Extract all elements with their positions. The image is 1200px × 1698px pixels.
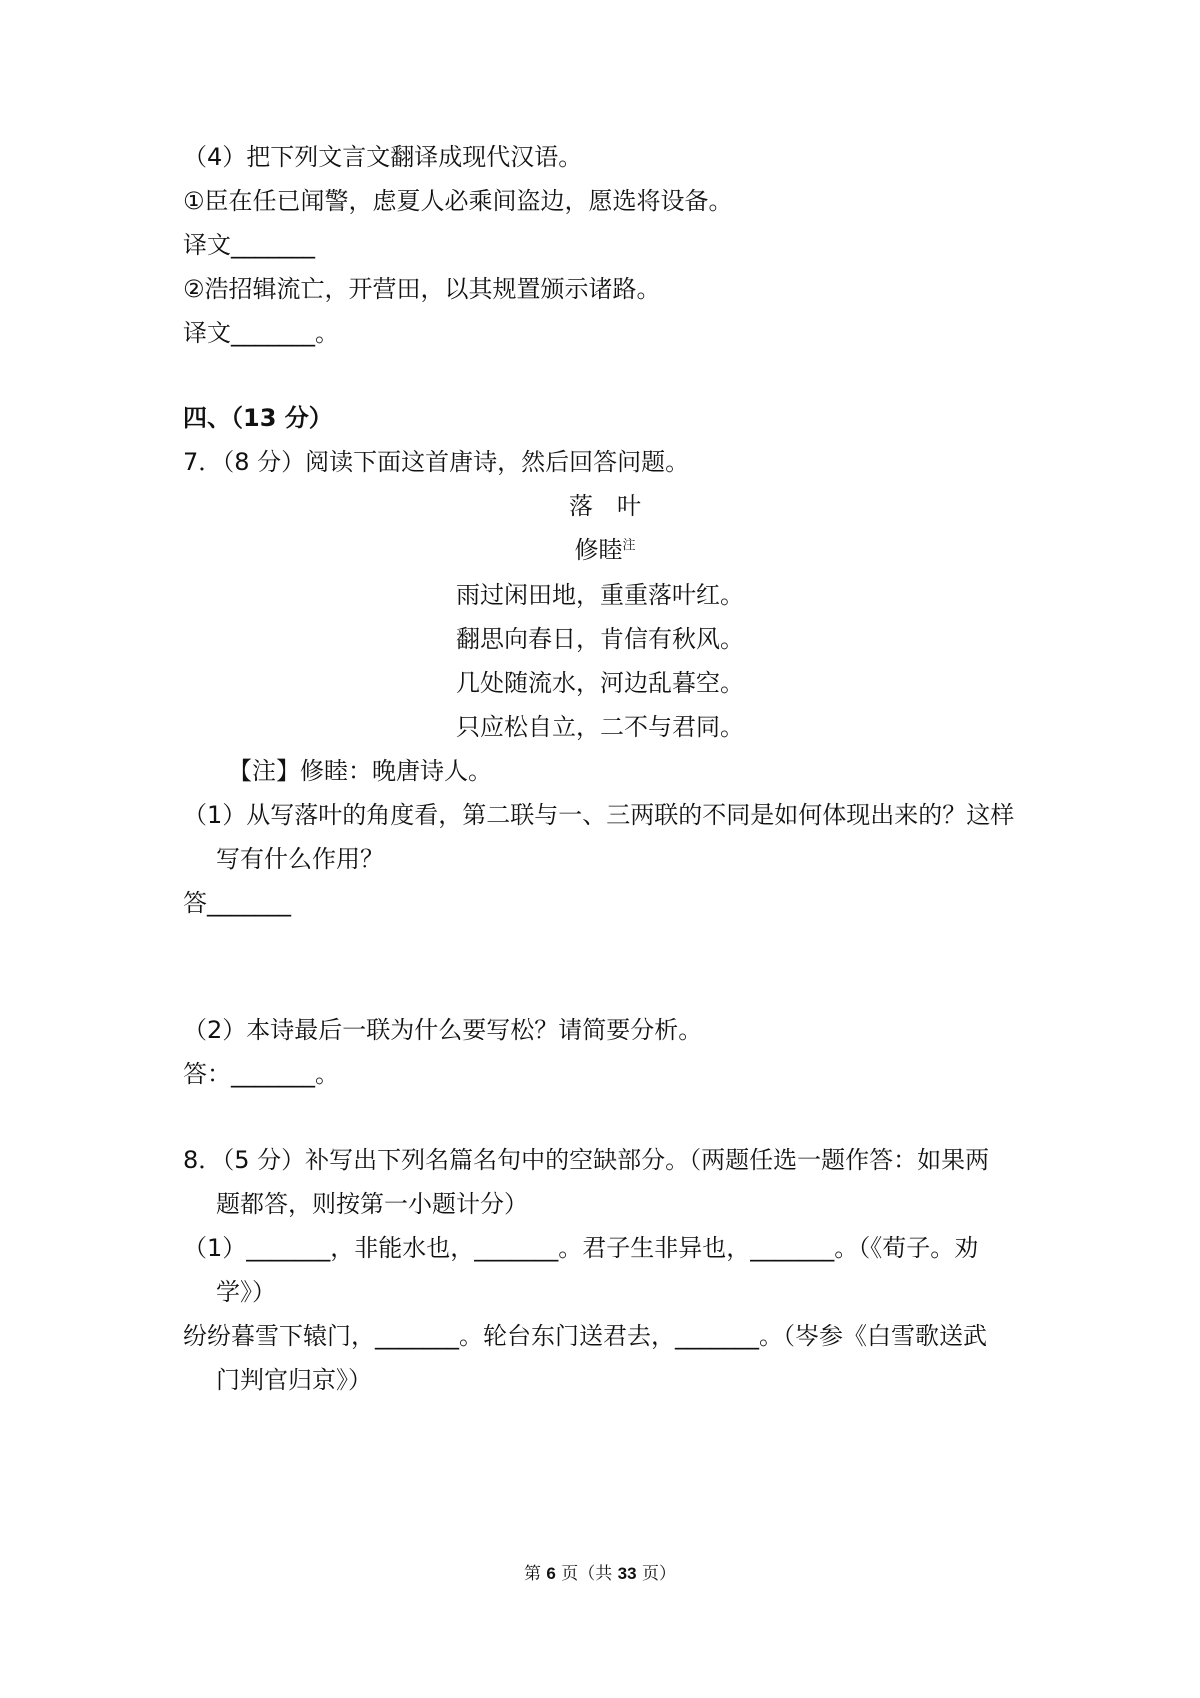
poem-author (5, 535, 1200, 565)
poem-line-4: 只应松自立，二不与君同。 (456, 713, 744, 741)
poem-author-note-mark: 注 (622, 538, 636, 553)
q8-sub2-line-1: 纷纷暮雪下辕门，_______。轮台东门送君去，_______。（岑参《白雪歌送武 (183, 1322, 987, 1350)
page-footer (0, 1559, 1200, 1584)
q6-answer-2: 译文_______。 (183, 319, 339, 347)
poem-title: 落 叶 (569, 492, 641, 520)
q8-sub1-line-2: 学》） (216, 1278, 276, 1306)
q6-part4-prompt: （4）把下列文言文翻译成现代汉语。 (183, 143, 583, 171)
poem-author-name: 修睦 (574, 536, 623, 564)
q8-sub1-line-1: （1）_______，非能水也，_______。君子生非异也，_______。（《荀子。劝 (183, 1234, 979, 1262)
q7-answer-1: 答_______ (183, 889, 291, 917)
footer-prefix: 第 (523, 1564, 541, 1584)
q7-sub2: （2）本诗最后一联为什么要写松？请简要分析。 (183, 1016, 703, 1044)
footer-page-number: 6 (546, 1564, 556, 1583)
poem-footnote: 【注】修睦：晚唐诗人。 (228, 757, 492, 785)
section-4-heading: 四、（13 分） (183, 404, 333, 432)
q7-sub1-line-1: （1）从写落叶的角度看，第二联与一、三两联的不同是如何体现出来的？这样 (183, 801, 1015, 829)
poem-line-2: 翻思向春日，肯信有秋风。 (456, 625, 744, 653)
q7-sub1-line-2: 写有什么作用？ (216, 845, 384, 873)
poem-line-1: 雨过闲田地，重重落叶红。 (456, 581, 744, 609)
q7-stem: 7．（8 分）阅读下面这首唐诗，然后回答问题。 (183, 448, 690, 476)
q6-answer-1: 译文_______ (183, 231, 315, 259)
q6-sentence-2: ②浩招辑流亡，开营田，以其规置颁示诸路。 (183, 275, 661, 303)
q8-sub2-line-2: 门判官归京》） (216, 1366, 372, 1394)
footer-suffix: 页） (642, 1564, 676, 1584)
footer-middle: 页（共 (561, 1564, 613, 1584)
footer-total-pages: 33 (617, 1564, 637, 1583)
q8-stem-line-2: 题都答，则按第一小题计分） (216, 1190, 528, 1218)
q8-stem-line-1: 8．（5 分）补写出下列名篇名句中的空缺部分。（两题任选一题作答：如果两 (183, 1146, 990, 1174)
q7-answer-2: 答：_______。 (183, 1060, 339, 1088)
q6-sentence-1: ①臣在任已闻警，虑夏人必乘间盗边，愿选将设备。 (183, 187, 733, 215)
poem-line-3: 几处随流水，河边乱暮空。 (456, 669, 744, 697)
